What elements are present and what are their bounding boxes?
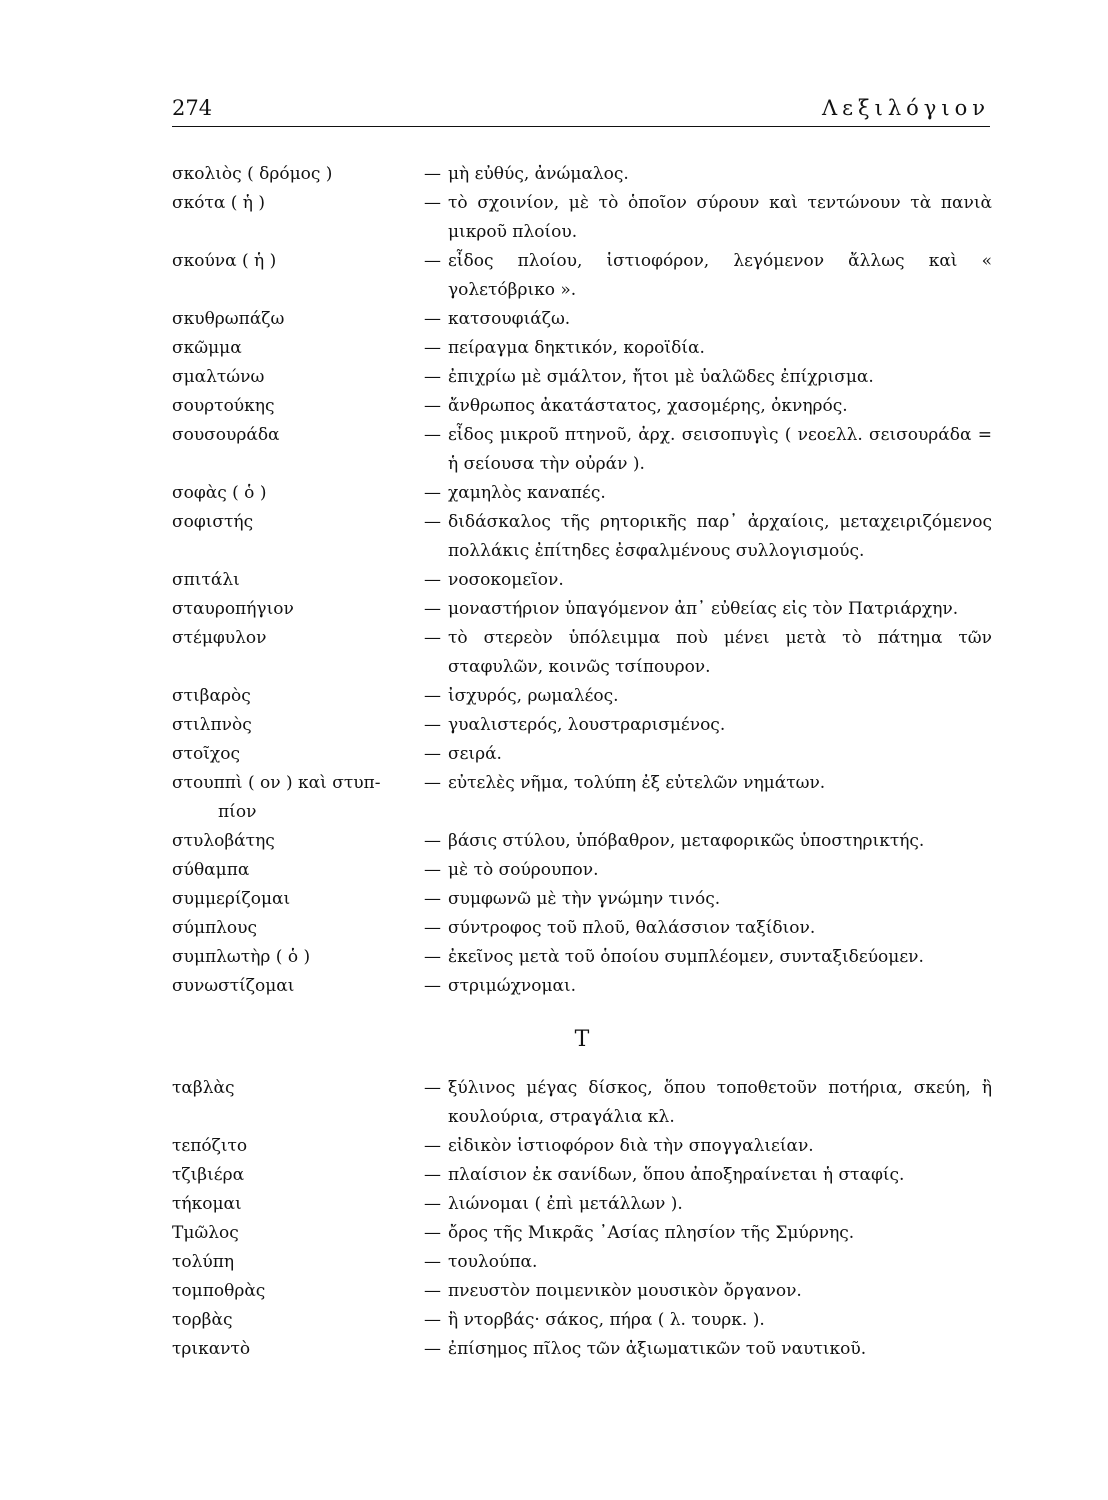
entry-term [172, 1248, 424, 1277]
glossary-entry [172, 566, 992, 595]
entry-term-continuation: πίον [218, 802, 257, 822]
entry-term [172, 392, 424, 421]
entry-term [172, 1306, 424, 1335]
entry-term-text: τεπόζιτο [172, 1136, 248, 1156]
entry-term-text: συμμερίζομαι [172, 889, 291, 909]
glossary-entry [172, 595, 992, 624]
tau-entries [172, 1074, 992, 1364]
entry-term-text: σουσουράδα [172, 425, 280, 445]
glossary-entry [172, 160, 992, 189]
glossary-entry [172, 943, 992, 972]
glossary-entry [172, 1219, 992, 1248]
entry-term [172, 334, 424, 363]
entry-term [172, 479, 424, 508]
entry-term-text: σκυθρωπάζω [172, 309, 285, 329]
glossary-entry [172, 508, 992, 566]
entry-definition: — συμφωνῶ μὲ τὴν γνώμην τινός. [424, 885, 992, 914]
glossary-entry [172, 1335, 992, 1364]
glossary-entry [172, 1074, 992, 1132]
entry-term [172, 856, 424, 885]
entry-definition: — νοσοκομεῖον. [424, 566, 992, 595]
glossary-entry [172, 769, 992, 827]
entry-definition: — χαμηλὸς καναπές. [424, 479, 992, 508]
glossary-entry [172, 1132, 992, 1161]
entry-term [172, 624, 424, 682]
page-header [172, 96, 990, 127]
glossary-entry [172, 334, 992, 363]
entry-term-text: σύθαμπα [172, 860, 250, 880]
entry-definition: — ξύλινος μέγας δίσκος, ὅπου τοποθετοῦν ποτήρια, σκεύη, ἢ κουλούρια, στραγάλια κλ. [424, 1074, 992, 1132]
glossary-entry [172, 1161, 992, 1190]
entry-term [172, 305, 424, 334]
glossary-entry [172, 189, 992, 247]
entry-term [172, 914, 424, 943]
glossary-entry [172, 856, 992, 885]
glossary-entry [172, 711, 992, 740]
entry-definition: — ἐπίσημος πῖλος τῶν ἀξιωματικῶν τοῦ ναυτικοῦ. [424, 1335, 992, 1364]
entry-definition: — κατσουφιάζω. [424, 305, 992, 334]
entry-definition: — ὄρος τῆς Μικρᾶς ᾽Ασίας πλησίον τῆς Σμύρνης. [424, 1219, 992, 1248]
entry-term-text: στοῖχος [172, 744, 240, 764]
entry-definition: — εἰδικὸν ἱστιοφόρον διὰ τὴν σπογγαλιείαν. [424, 1132, 992, 1161]
entry-term [172, 972, 424, 1001]
glossary-entry [172, 1248, 992, 1277]
entry-term [172, 508, 424, 566]
page-number: 274 [172, 96, 213, 120]
entry-definition: — γυαλιστερός, λουστραρισμένος. [424, 711, 992, 740]
entry-definition: — σύντροφος τοῦ πλοῦ, θαλάσσιον ταξίδιον. [424, 914, 992, 943]
glossary-entry [172, 740, 992, 769]
entry-term-text: τομποθρὰς [172, 1281, 266, 1301]
entry-term-text: σοφὰς ( ὁ ) [172, 483, 267, 503]
sigma-entries [172, 160, 992, 1001]
entry-term-text: τολύπη [172, 1252, 235, 1272]
entry-definition: — εἶδος πλοίου, ἱστιοφόρον, λεγόμενον ἄλλως καὶ « γολετόβρικο ». [424, 247, 992, 305]
entry-term [172, 769, 424, 827]
entry-term [172, 247, 424, 305]
entry-definition: — λιώνομαι ( ἐπὶ μετάλλων ). [424, 1190, 992, 1219]
entry-definition: — τὸ σχοινίον, μὲ τὸ ὁποῖον σύρουν καὶ τεντώνουν τὰ πανιὰ μικροῦ πλοίου. [424, 189, 992, 247]
entry-term-text: σταυροπήγιον [172, 599, 294, 619]
entry-term [172, 943, 424, 972]
glossary-entry [172, 1190, 992, 1219]
entry-term-text: σουρτούκης [172, 396, 275, 416]
entry-term-text: Τμῶλος [172, 1223, 239, 1243]
entry-term-text: σμαλτώνω [172, 367, 265, 387]
entry-term [172, 740, 424, 769]
entry-definition: — διδάσκαλος τῆς ρητορικῆς παρ᾽ ἀρχαίοις, μεταχειριζόμενος πολλάκις ἐπίτηδες ἐσφαλμένους συλλογισμούς. [424, 508, 992, 566]
entry-term-text: συμπλωτὴρ ( ὁ ) [172, 947, 311, 967]
entry-definition: — τουλούπα. [424, 1248, 992, 1277]
entry-term-text: τζιβιέρα [172, 1165, 245, 1185]
entry-term [172, 1277, 424, 1306]
entry-term-text: στέμφυλον [172, 628, 267, 648]
entry-definition: — πνευστὸν ποιμενικὸν μουσικὸν ὄργανον. [424, 1277, 992, 1306]
entry-term [172, 1190, 424, 1219]
entry-term-text: σκούνα ( ἡ ) [172, 251, 277, 271]
entry-term [172, 1132, 424, 1161]
entry-term-text: στουππὶ ( ον ) καὶ στυπ- [172, 773, 381, 793]
glossary-entry [172, 1277, 992, 1306]
entry-term [172, 566, 424, 595]
entry-term-text: σκολιὸς ( δρόμος ) [172, 164, 333, 184]
entry-term-text: τορβὰς [172, 1310, 233, 1330]
entry-definition: — στριμώχνομαι. [424, 972, 992, 1001]
entry-definition: — ἢ ντορβάς· σάκος, πήρα ( λ. τουρκ. ). [424, 1306, 992, 1335]
entry-term [172, 1161, 424, 1190]
entry-term-text: σκῶμμα [172, 338, 242, 358]
section-letter: Τ [574, 1027, 590, 1052]
running-title: Λεξιλόγιον [822, 96, 990, 120]
entry-term-text: σκότα ( ἡ ) [172, 193, 266, 213]
entry-term-text: στιλπνὸς [172, 715, 252, 735]
entry-term [172, 421, 424, 479]
glossary-entry [172, 479, 992, 508]
entry-definition: — μὲ τὸ σούρουπον. [424, 856, 992, 885]
entry-term-text: τρικαντὸ [172, 1339, 251, 1359]
glossary-entry [172, 305, 992, 334]
entry-definition: — πλαίσιον ἐκ σανίδων, ὅπου ἀποξηραίνεται ἡ σταφίς. [424, 1161, 992, 1190]
entry-term-text: ταβλὰς [172, 1078, 235, 1098]
entry-term [172, 682, 424, 711]
entry-definition: — βάσις στύλου, ὑπόβαθρον, μεταφορικῶς ὑποστηρικτής. [424, 827, 992, 856]
entry-term-text: σπιτάλι [172, 570, 240, 590]
entry-definition: — πείραγμα δηκτικόν, κοροϊδία. [424, 334, 992, 363]
entry-definition: — εἶδος μικροῦ πτηνοῦ, ἀρχ. σεισοπυγὶς ( νεοελλ. σεισουράδα = ἡ σείουσα τὴν οὐράν ). [424, 421, 992, 479]
entry-term [172, 363, 424, 392]
entry-term-text: συνωστίζομαι [172, 976, 295, 996]
entry-term [172, 1074, 424, 1132]
entry-term-text: σοφιστής [172, 512, 254, 532]
entry-term [172, 885, 424, 914]
entry-definition: — τὸ στερεὸν ὑπόλειμμα ποὺ μένει μετὰ τὸ πάτημα τῶν σταφυλῶν, κοινῶς τσίπουρον. [424, 624, 992, 682]
entry-definition: — μοναστήριον ὑπαγόμενον ἀπ᾽ εὐθείας εἰς τὸν Πατριάρχην. [424, 595, 992, 624]
entry-definition: — ἐκεῖνος μετὰ τοῦ ὁποίου συμπλέομεν, συνταξιδεύομεν. [424, 943, 992, 972]
entry-term-text: στυλοβάτης [172, 831, 275, 851]
glossary-entry [172, 1306, 992, 1335]
entry-term [172, 189, 424, 247]
entry-term [172, 827, 424, 856]
entry-term [172, 711, 424, 740]
entry-term [172, 1335, 424, 1364]
glossary-entry [172, 624, 992, 682]
entry-term-text: στιβαρὸς [172, 686, 251, 706]
entry-term [172, 1219, 424, 1248]
glossary-entry [172, 885, 992, 914]
entry-definition: — εὐτελὲς νῆμα, τολύπη ἐξ εὐτελῶν νημάτων. [424, 769, 992, 827]
entry-definition: — σειρά. [424, 740, 992, 769]
entry-term [172, 160, 424, 189]
entry-definition: — ἄνθρωπος ἀκατάστατος, χασομέρης, ὀκνηρός. [424, 392, 992, 421]
glossary-entry [172, 392, 992, 421]
glossary-entry [172, 247, 992, 305]
glossary-entries [172, 160, 992, 1364]
entry-definition: — ἐπιχρίω μὲ σμάλτον, ἤτοι μὲ ὑαλῶδες ἐπίχρισμα. [424, 363, 992, 392]
entry-term [172, 595, 424, 624]
glossary-entry [172, 682, 992, 711]
entry-term-text: τήκομαι [172, 1194, 242, 1214]
entry-term-text: σύμπλους [172, 918, 258, 938]
glossary-entry [172, 421, 992, 479]
glossary-entry [172, 363, 992, 392]
glossary-entry [172, 914, 992, 943]
entry-definition: — μὴ εὐθύς, ἀνώμαλος. [424, 160, 992, 189]
entry-definition: — ἰσχυρός, ρωμαλέος. [424, 682, 992, 711]
glossary-entry [172, 972, 992, 1001]
glossary-entry [172, 827, 992, 856]
